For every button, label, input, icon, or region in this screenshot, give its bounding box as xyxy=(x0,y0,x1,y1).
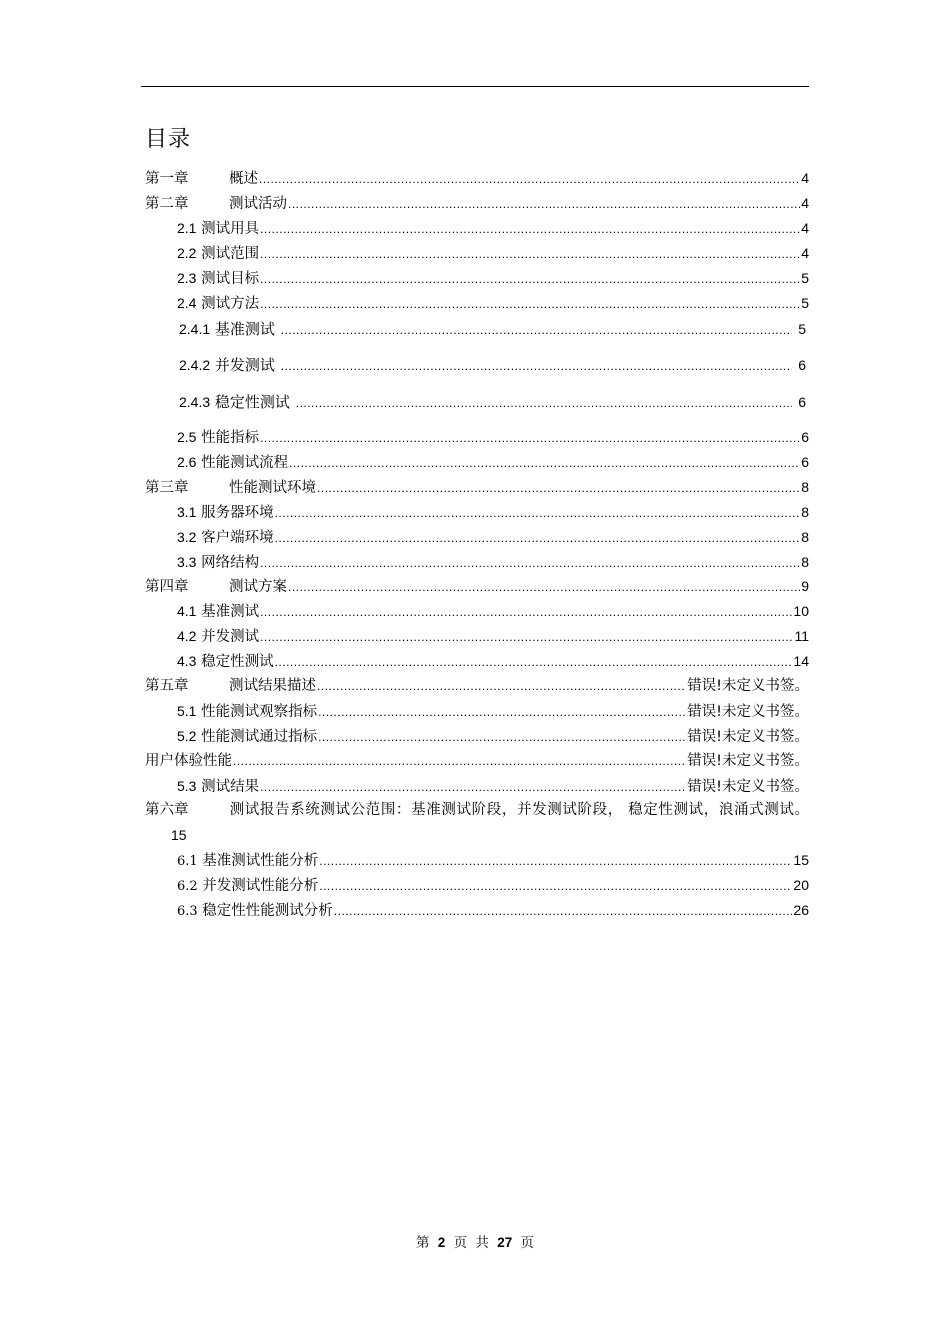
chapter-label: 第六章 xyxy=(145,802,189,818)
section-number: 3.3 xyxy=(177,554,197,570)
entry-title: 性能指标 xyxy=(201,430,260,446)
dot-leader xyxy=(288,577,800,597)
section-number: 6.2 xyxy=(177,879,198,894)
dot-leader xyxy=(319,876,792,896)
toc-entry-chapter-3[interactable] xyxy=(145,477,809,497)
page-number: 5 xyxy=(798,321,806,337)
toc-entry-5-2[interactable] xyxy=(177,726,809,746)
dot-leader xyxy=(260,602,792,622)
toc-entry-chapter-4[interactable] xyxy=(145,576,809,596)
footer-mid: 页 共 xyxy=(453,1235,489,1251)
page-reference-error: 错误!未定义书签。 xyxy=(687,704,809,720)
toc-entry-4-3[interactable] xyxy=(177,651,809,671)
toc-entry-5-3[interactable] xyxy=(177,776,809,796)
entry-title: 并发测试 xyxy=(201,629,260,645)
dot-leader xyxy=(318,702,686,722)
section-number: 2.5 xyxy=(177,429,197,445)
dot-leader xyxy=(317,676,686,696)
entry-title: 性能测试观察指标 xyxy=(201,704,318,720)
dot-leader xyxy=(281,320,793,340)
toc-entry-user-experience[interactable] xyxy=(145,751,809,771)
section-number: 2.4.2 xyxy=(179,357,211,373)
page-number: 8 xyxy=(801,554,809,570)
toc-entry-4-1[interactable] xyxy=(177,601,809,621)
entry-title: 网络结构 xyxy=(201,555,260,571)
section-number: 2.6 xyxy=(177,454,197,470)
page-number: 6 xyxy=(801,454,809,470)
page-number: 15 xyxy=(793,852,809,868)
toc-entry-5-1[interactable] xyxy=(177,701,809,721)
toc-entry-6-1[interactable] xyxy=(177,850,809,870)
dot-leader xyxy=(260,428,800,448)
dot-leader xyxy=(281,356,793,376)
section-number: 6.3 xyxy=(177,904,198,919)
toc-entry-2-4-1[interactable] xyxy=(179,319,806,339)
page-number: 11 xyxy=(794,628,809,644)
entry-title: 稳定性测试 xyxy=(214,393,290,411)
toc-entry-4-2[interactable] xyxy=(177,626,809,646)
section-number: 2.4.3 xyxy=(179,394,211,410)
page-number: 26 xyxy=(793,902,809,918)
chapter-label: 第二章 xyxy=(145,196,189,212)
toc-entry-6-2[interactable] xyxy=(177,875,809,895)
section-number: 3.2 xyxy=(177,529,197,545)
entry-title: 性能测试流程 xyxy=(201,455,289,471)
dot-leader xyxy=(260,269,800,289)
section-number: 4.2 xyxy=(177,628,197,644)
dot-leader xyxy=(260,553,800,573)
entry-title: 测试活动 xyxy=(229,196,287,212)
toc-entry-2-6[interactable] xyxy=(177,452,809,472)
dot-leader xyxy=(259,169,800,189)
toc-entry-chapter-6[interactable] xyxy=(145,798,809,849)
header-rule xyxy=(141,86,809,87)
page-number: 8 xyxy=(801,479,809,495)
entry-title: 基准测试 xyxy=(201,604,260,620)
section-number: 2.2 xyxy=(177,245,197,261)
page-number: 4 xyxy=(801,245,809,261)
total-pages-number: 27 xyxy=(497,1235,513,1250)
entry-title: 测试方案 xyxy=(229,579,287,595)
current-page-number: 2 xyxy=(437,1235,446,1250)
dot-leader xyxy=(334,901,793,921)
toc-entry-2-4-2[interactable] xyxy=(179,355,806,375)
page-reference-error: 错误!未定义书签。 xyxy=(687,729,809,745)
page-reference-error: 错误!未定义书签。 xyxy=(687,678,809,694)
page-number: 5 xyxy=(801,270,809,286)
page-number: 4 xyxy=(801,195,809,211)
entry-title: 测试结果描述 xyxy=(229,678,316,694)
section-number: 2.4.1 xyxy=(179,321,211,337)
entry-title: 测试结果 xyxy=(201,779,260,795)
dot-leader xyxy=(275,652,793,672)
entry-title: 测试方法 xyxy=(201,296,260,312)
section-number: 5.1 xyxy=(177,703,197,719)
toc-entry-2-4-3[interactable] xyxy=(179,392,806,412)
entry-title: 测试目标 xyxy=(201,271,260,287)
section-number: 5.3 xyxy=(177,778,197,794)
chapter-label: 第五章 xyxy=(145,678,189,694)
dot-leader xyxy=(260,777,686,797)
entry-title: 性能测试环境 xyxy=(229,480,316,496)
entry-title: 并发测试 xyxy=(214,356,275,374)
section-number: 2.4 xyxy=(177,295,197,311)
toc-entry-chapter-2[interactable] xyxy=(145,193,809,213)
toc-entry-2-2[interactable] xyxy=(177,243,809,263)
toc-entry-2-5[interactable] xyxy=(177,427,809,447)
page-reference-error: 错误!未定义书签。 xyxy=(687,753,809,769)
chapter-label: 第一章 xyxy=(145,171,189,187)
toc-entry-chapter-5[interactable] xyxy=(145,676,809,696)
entry-title: 测试用具 xyxy=(201,221,260,237)
toc-entry-6-3[interactable] xyxy=(177,900,809,920)
section-number: 4.1 xyxy=(177,603,197,619)
page-number: 4 xyxy=(801,170,809,186)
toc-entry-3-2[interactable] xyxy=(177,527,809,547)
chapter-label: 第三章 xyxy=(145,480,189,496)
entry-title: 并发测试性能分析 xyxy=(202,878,319,894)
page-number: 4 xyxy=(801,220,809,236)
toc-entry-2-3[interactable] xyxy=(177,268,809,288)
entry-title: 服务器环境 xyxy=(201,505,274,521)
dot-leader xyxy=(260,244,800,264)
dot-leader xyxy=(233,751,686,771)
page-number: 15 xyxy=(171,827,187,843)
dot-leader xyxy=(317,478,800,498)
page-number: 5 xyxy=(801,295,809,311)
page-number: 6 xyxy=(798,357,806,373)
entry-title: 稳定性性能测试分析 xyxy=(202,903,333,919)
chapter-label: 第四章 xyxy=(145,579,189,595)
page-number: 6 xyxy=(801,429,809,445)
dot-leader xyxy=(318,727,686,747)
dot-leader xyxy=(275,528,801,548)
entry-title: 基准测试 xyxy=(214,320,275,338)
footer-pre: 第 xyxy=(415,1235,430,1251)
dot-leader xyxy=(260,294,800,314)
dot-leader xyxy=(260,627,793,647)
toc-entry-2-4[interactable] xyxy=(177,293,809,313)
section-number: 5.2 xyxy=(177,728,197,744)
toc-entry-3-1[interactable] xyxy=(177,502,809,522)
toc-entry-2-1[interactable] xyxy=(177,218,809,238)
toc-entry-chapter-1[interactable] xyxy=(145,168,809,188)
section-number: 2.1 xyxy=(177,220,197,236)
section-number: 4.3 xyxy=(177,653,197,669)
page-number: 10 xyxy=(793,603,809,619)
entry-title: 基准测试性能分析 xyxy=(202,853,319,869)
section-number: 3.1 xyxy=(177,504,197,520)
toc-title: 目录 xyxy=(145,127,192,152)
page-footer xyxy=(0,1231,950,1251)
footer-post: 页 xyxy=(520,1235,535,1251)
section-number: 2.3 xyxy=(177,270,197,286)
page-number: 9 xyxy=(801,578,809,594)
page-reference-error: 错误!未定义书签。 xyxy=(687,779,809,795)
page-number: 8 xyxy=(801,504,809,520)
dot-leader xyxy=(296,393,793,413)
entry-title: 客户端环境 xyxy=(201,530,274,546)
entry-title: 用户体验性能 xyxy=(145,753,232,769)
entry-title: 性能测试通过指标 xyxy=(201,729,318,745)
page-number: 6 xyxy=(798,394,806,410)
dot-leader xyxy=(275,503,801,523)
dot-leader xyxy=(319,851,792,871)
section-number: 6.1 xyxy=(177,854,198,869)
entry-title: 测试范围 xyxy=(201,246,260,262)
dot-leader xyxy=(260,219,800,239)
toc-entry-3-3[interactable] xyxy=(177,552,809,572)
entry-title: 测试报告系统测试公范围：基准测试阶段，并发测试阶段， 稳定性测试，浪涌式测试。 xyxy=(229,802,809,818)
entry-title: 概述 xyxy=(229,171,258,187)
dot-leader xyxy=(288,194,800,214)
page-number: 20 xyxy=(793,877,809,893)
page-number: 14 xyxy=(793,653,809,669)
page-number: 8 xyxy=(801,529,809,545)
entry-title: 稳定性测试 xyxy=(201,654,274,670)
dot-leader xyxy=(289,453,800,473)
